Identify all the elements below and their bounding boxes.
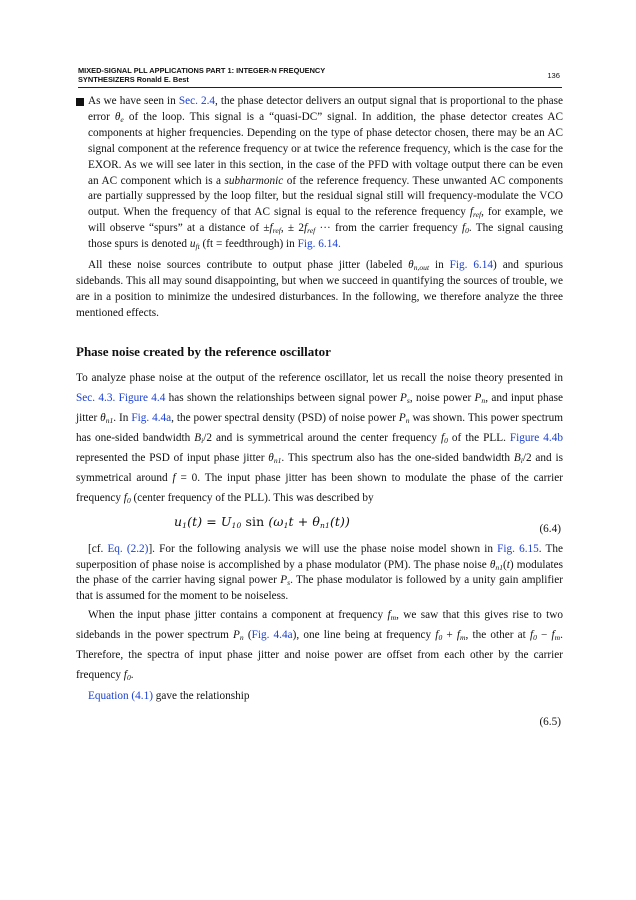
- equation-6-5: [76, 705, 563, 735]
- link-fig-6-14[interactable]: Fig. 6.14.: [297, 238, 341, 251]
- page-number: 136: [547, 71, 560, 80]
- link-fig-4-4a[interactable]: Fig. 4.4a: [131, 411, 172, 424]
- paragraph-reference-oscillator: To analyze phase noise at the output of the reference oscillator, let us recall the noise theory presented in Sec. 4.3. Figure 4.4 has shown the relationships between signal power $P_s$, noise power $P_n$, and input phase jitter $\theta_{n1}$. In Fig. 4.4a, the power spectral density (PSD) of noise power $P_n$ was shown. This power spectrum has one-sided bandwidth $B_i/2$ and is symmetrical around the center frequency $f_0$ of the PLL. Figure 4.4b represented the PSD of input phase jitter $\theta_{n1}$. This spectrum also has the one-sided bandwidth $B_i/2$ and is symmetrical around f = 0. The input phase jitter has been shown to modulate the phase of the carrier frequency $f_0$ (center frequency of the PLL). This was described by: [76, 371, 564, 505]
- link-figure-4-4b[interactable]: Figure 4.4b: [509, 431, 563, 444]
- link-fig-6-15[interactable]: Fig. 6.15: [497, 542, 539, 555]
- paragraph-phase-modulator: [cf. Eq. (2.2)]. For the following analysis we will use the phase noise model shown in Fig. 6.15. The superposition of phase noise is accomplished by a phase modulator (PM). The phase noise $\theta_{n1}(t)$ modulates the phase of the carrier having signal power $P_s$. The phase modulator is followed by a unity gain amplifier that is assumed for the moment to be noiseless.: [76, 542, 563, 603]
- link-fig-4-4a-b[interactable]: Fig. 4.4a: [251, 629, 293, 642]
- header-title-line2: SYNTHESIZERS Ronald E. Best: [78, 75, 189, 84]
- link-eq-2-2[interactable]: Eq. (2.2): [107, 542, 149, 555]
- paragraph-noise-sources: All these noise sources contribute to output phase jitter (labeled $\theta_{n,out}$ in Fig. 6.14) and spurious sidebands. This all may sound disappointing, but when we succeed in quantifying the sources of trouble, we are in a position to minimize the undesired disturbances. In the following, we therefore analyze the three mentioned effects.: [76, 259, 563, 319]
- equation-6-5-number: (6.5): [539, 716, 561, 729]
- paragraph-sidebands: When the input phase jitter contains a component at frequency $f_m$, we saw that this gives rise to two sidebands in the power spectrum $P_n$ (Fig. 4.4a), one line being at frequency $f_0 + f_m$, the other at $f_0 - f_m$. Therefore, the spectra of input phase jitter and noise power are offset from each other by the carrier frequency $f_0$.: [76, 609, 563, 683]
- link-equation-4-1[interactable]: Equation (4.1): [88, 690, 153, 703]
- link-figure-4-4[interactable]: Figure 4.4: [118, 391, 166, 404]
- section-heading: Phase noise created by the reference oscillator: [76, 343, 331, 359]
- paragraph-equation-4-1: Equation (4.1) gave the relationship: [88, 690, 250, 703]
- body-text: [76, 94, 563, 735]
- equation-6-4-expression: $u_1(t) = U_{10}$ $\sin (\omega_1t + \theta_{n1}(t))$: [174, 513, 351, 530]
- running-header: [78, 66, 562, 84]
- link-sec-4-3[interactable]: Sec. 4.3.: [76, 391, 116, 404]
- bullet-paragraph: As we have seen in Sec. 2.4, the phase detector delivers an output signal that is proportional to the phase error $\theta_e$ of the loop. This signal is a “quasi-DC” signal. In addition, the phase detector creates AC components at higher frequencies. Depending on the type of phase detector chosen, there may be an AC signal component at the reference frequency or at twice the reference frequency, which is the case for the EXOR. As we will see later in this section, in the case of the PFD with voltage output there can be even an AC component which is a subharmonic of the reference frequency. These unwanted AC components are partially suppressed by the loop filter, but the residual signal still will frequency-modulate the VCO output. When the frequency of that AC signal is equal to the reference frequency $f_{ref}$, for example, we will observe “spurs” at a distance of $\pm f_{ref}$, ± $2f_{ref}$ ··· from the carrier frequency $f_0$. The signal causing those spurs is denoted $u_{ft}$ (ft = feedthrough) in Fig. 6.14.: [76, 94, 563, 253]
- header-title-line1: MIXED-SIGNAL PLL APPLICATIONS PART 1: INTEGER-N FREQUENCY: [78, 66, 326, 75]
- header-rule: [78, 87, 562, 88]
- equation-6-4: [76, 508, 563, 542]
- link-sec-2-4[interactable]: Sec. 2.4: [178, 95, 216, 107]
- equation-6-4-number: (6.4): [539, 522, 561, 535]
- link-fig-6-14b[interactable]: Fig. 6.14: [449, 259, 494, 272]
- bullet-square-icon: [76, 98, 84, 106]
